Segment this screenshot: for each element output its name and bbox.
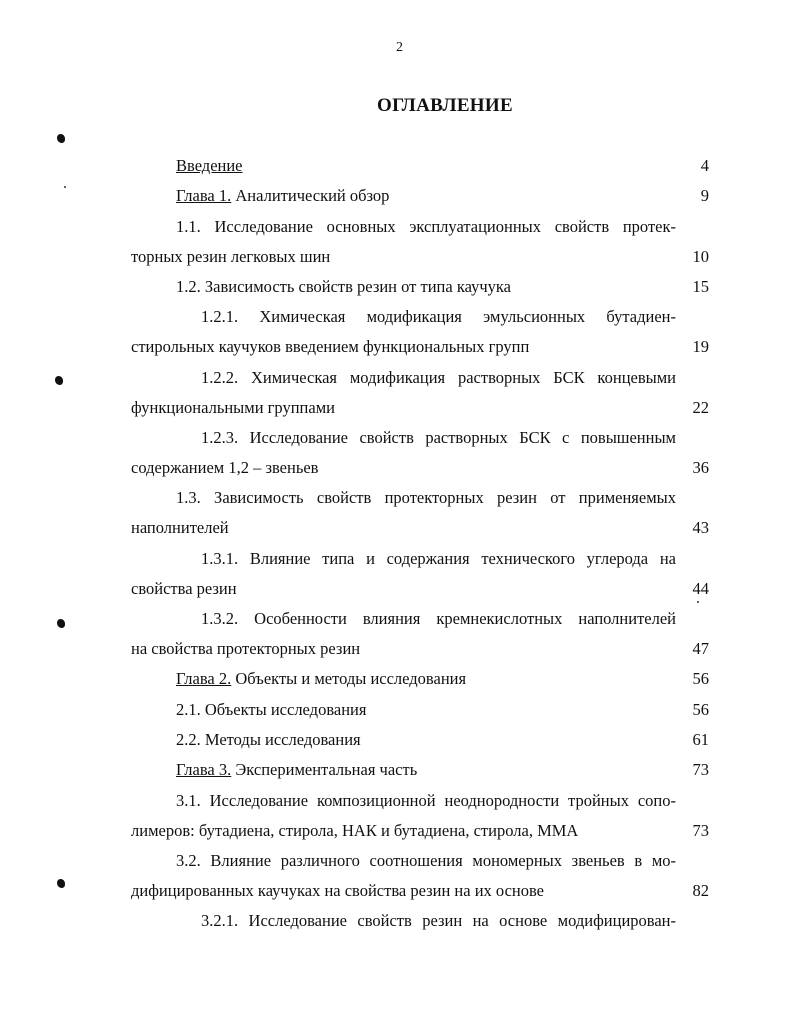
toc-entry-line: 2.1. Объекты исследования (176, 700, 367, 719)
toc-entry-text: Аналитический обзор (231, 186, 390, 205)
toc-entry-line: 1.3. Зависимость свойств протекторных резин от применяемых (176, 488, 676, 507)
toc-entry-line: 3.1. Исследование композиционной неоднородности тройных сопо- (176, 791, 676, 810)
toc-page-number: 56 (692, 669, 709, 688)
toc-entry-line: 1.2.3. Исследование свойств растворных БСК с повышенным (201, 428, 676, 447)
toc-page-number: 73 (692, 760, 709, 779)
toc-entry-line: 2.2. Методы исследования (176, 730, 361, 749)
toc-chapter-link[interactable]: Глава 1. (176, 186, 232, 205)
toc-entry-line: 3.2. Влияние различного соотношения мономерных звеньев в мо- (176, 851, 676, 870)
toc-entry-chapter-3[interactable] (176, 760, 417, 780)
toc-entry-line: на свойства протекторных резин (131, 639, 361, 658)
toc-entry-line: 3.2.1. Исследование свойств резин на основе модифицирован- (201, 911, 676, 930)
scan-dot (64, 186, 66, 188)
page-number: 2 (396, 40, 403, 55)
toc-entry-line: 1.3.2. Особенности влияния кремнекислотных наполнителей (201, 609, 676, 628)
toc-entry-line: наполнителей (131, 518, 229, 537)
toc-entry-line: стирольных каучуков введением функциональных групп (131, 337, 530, 356)
toc-entry-chapter-2[interactable] (176, 669, 466, 689)
toc-page-number: 73 (692, 821, 709, 840)
toc-chapter-link[interactable]: Введение (176, 156, 243, 175)
toc-entry-introduction[interactable] (176, 156, 243, 176)
scan-dot (697, 601, 699, 603)
toc-entry-line: 1.2. Зависимость свойств резин от типа каучука (176, 277, 511, 296)
toc-chapter-link[interactable]: Глава 2. (176, 669, 232, 688)
toc-page-number: 61 (692, 730, 709, 749)
toc-page-number: 44 (692, 579, 709, 598)
toc-entry-line: свойства резин (131, 579, 237, 598)
toc-page-number: 22 (692, 398, 709, 417)
toc-entry-text: Объекты и методы исследования (231, 669, 467, 688)
scan-mark (57, 134, 65, 143)
toc-page-number: 19 (692, 337, 709, 356)
toc-entry-line: 1.2.2. Химическая модификация растворных БСК концевыми (201, 368, 676, 387)
toc-page-number: 43 (692, 518, 709, 537)
toc-page-number: 9 (700, 186, 709, 205)
toc-entry-line: 1.1. Исследование основных эксплуатационных свойств протек- (176, 217, 676, 236)
toc-entry-line: лимеров: бутадиена, стирола, НАК и бутадиена, стирола, ММА (131, 821, 579, 840)
page-title: ОГЛАВЛЕНИЕ (377, 95, 513, 116)
toc-entry-line: 1.3.1. Влияние типа и содержания технического углерода на (201, 549, 676, 568)
scan-mark (57, 879, 65, 888)
toc-entry-line: функциональными группами (131, 398, 335, 417)
toc-entry-line: содержанием 1,2 – звеньев (131, 458, 319, 477)
toc-entry-chapter-1[interactable] (176, 186, 389, 206)
scan-mark (55, 376, 63, 385)
toc-page-number: 4 (700, 156, 709, 175)
toc-entry-line: торных резин легковых шин (131, 247, 331, 266)
toc-entry-line: 1.2.1. Химическая модификация эмульсионных бутадиен- (201, 307, 676, 326)
toc-page-number: 82 (692, 881, 709, 900)
scan-mark (57, 619, 65, 628)
toc-page-number: 15 (692, 277, 709, 296)
toc-entry-text: Экспериментальная часть (231, 760, 418, 779)
toc-entry-line: дифицированных каучуках на свойства резин на их основе (131, 881, 544, 900)
toc-chapter-link[interactable]: Глава 3. (176, 760, 232, 779)
toc-page-number: 10 (692, 247, 709, 266)
toc-page-number: 36 (692, 458, 709, 477)
toc-page-number: 56 (692, 700, 709, 719)
toc-page-number: 47 (692, 639, 709, 658)
